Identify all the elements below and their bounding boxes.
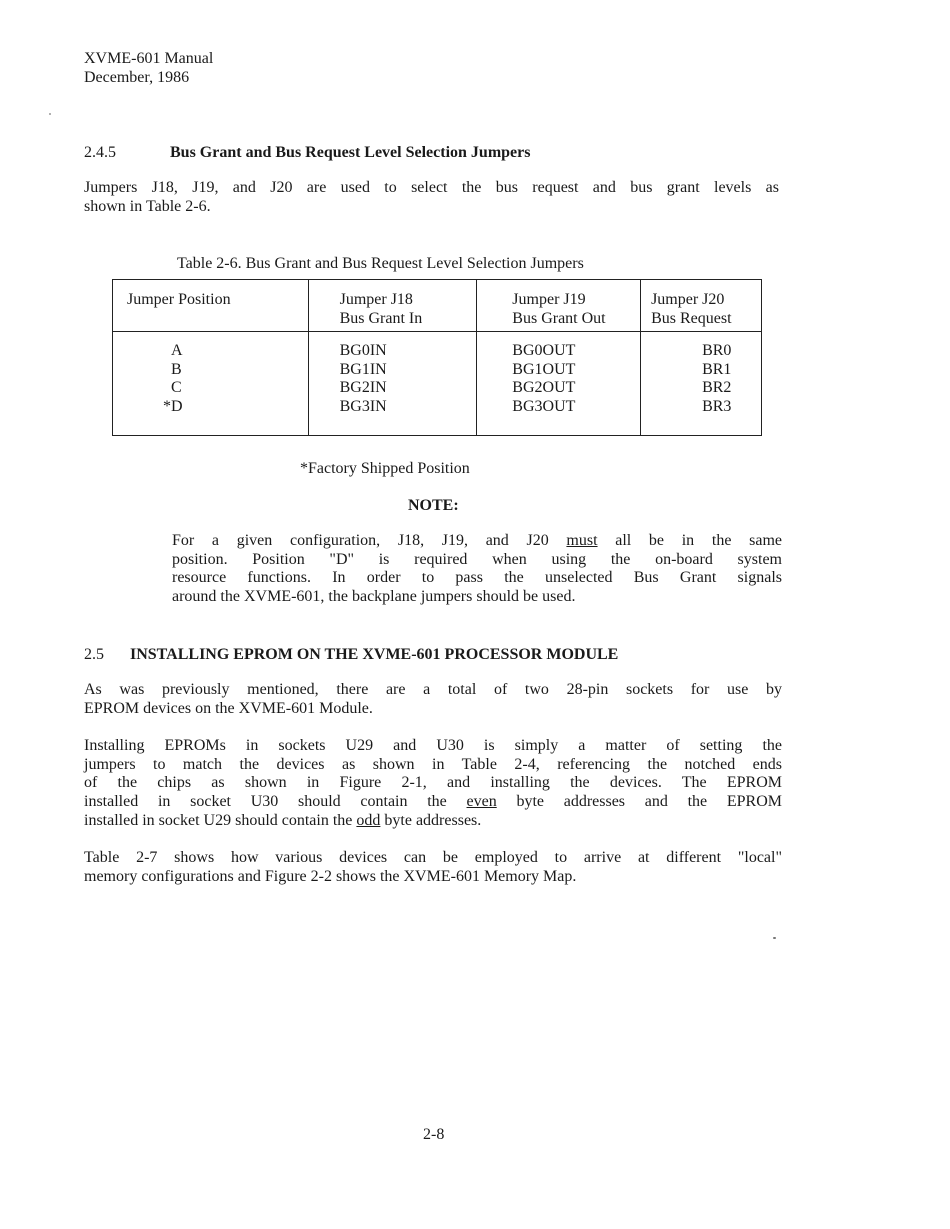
paragraph-line: position. Position "D" is required when using the on-board system: [172, 550, 782, 568]
paragraph-line: jumpers to match the devices as shown in Table 2-4, referencing the notched ends: [84, 755, 782, 773]
table-cell: *D: [163, 398, 183, 416]
table-cell: BG2IN: [339, 379, 387, 397]
column-j20: [641, 332, 762, 436]
table-cell: BR1: [702, 360, 732, 378]
table-cell: BG0IN: [339, 342, 387, 359]
paragraph-line: shown in Table 2-6.: [84, 197, 211, 215]
paragraph-line: [172, 532, 782, 551]
table-cell: BG0OUT: [512, 342, 576, 359]
header-jumper-position: [113, 280, 309, 332]
note-text: all be in the same: [597, 532, 782, 549]
paragraph-text: installed in socket U29 should contain the: [84, 811, 357, 829]
table-body-row: [113, 332, 762, 436]
header-jumper-j18: [308, 280, 477, 332]
table-cell: B: [171, 360, 182, 378]
note-text: For a given configuration, J18, J19, and J20: [172, 532, 567, 549]
running-header: [84, 49, 213, 87]
table-cell: BR0: [702, 342, 732, 359]
memory-config-paragraph: [84, 849, 782, 886]
emphasis-even: even: [466, 793, 497, 811]
table-cell: A: [171, 342, 183, 359]
page-number: 2-8: [423, 1126, 445, 1143]
emphasis-must: must: [566, 532, 598, 549]
header-subtext: Bus Grant Out: [512, 310, 606, 327]
intro-paragraph: [84, 179, 779, 216]
paragraph-line: [84, 793, 782, 812]
header-subtext: Bus Request: [651, 310, 732, 327]
header-text: Jumper J18: [339, 291, 413, 308]
jumper-table: [112, 279, 762, 436]
paragraph-line: around the XVME-601, the backplane jumpers should be used.: [172, 588, 576, 606]
table-footnote: *Factory Shipped Position: [300, 460, 470, 477]
header-jumper-j20: [641, 280, 762, 332]
paragraph-line: [84, 812, 782, 831]
paragraph-text: byte addresses and the EPROM: [496, 793, 782, 811]
table-cell: BG1IN: [339, 360, 387, 378]
paragraph-line: EPROM devices on the XVME-601 Module.: [84, 699, 373, 717]
paragraph-line: Jumpers J18, J19, and J20 are used to select the bus request and bus grant levels as: [84, 179, 779, 196]
table-cell: BG3IN: [339, 398, 387, 416]
header-text: Jumper Position: [127, 291, 231, 308]
paragraph-line: As was previously mentioned, there are a total of two 28-pin sockets for use by: [84, 681, 782, 698]
scan-speck: [49, 113, 51, 115]
column-position: [113, 332, 309, 436]
section-number: 2.5: [84, 646, 104, 663]
manual-date: December, 1986: [84, 69, 190, 86]
section-title: INSTALLING EPROM ON THE XVME-601 PROCESSOR MODULE: [130, 646, 619, 663]
table-cell: C: [171, 379, 182, 397]
table-caption: Table 2-6. Bus Grant and Bus Request Level Selection Jumpers: [177, 255, 584, 272]
table-header-row: [113, 280, 762, 332]
note-heading: NOTE:: [408, 497, 459, 514]
table-cell: BR2: [702, 379, 732, 397]
section-number: 2.4.5: [84, 144, 116, 161]
table-cell: BG3OUT: [512, 398, 576, 416]
table-cell: BR3: [702, 398, 732, 416]
paragraph-line: resource functions. In order to pass the unselected Bus Grant signals: [172, 569, 782, 587]
column-j18: [308, 332, 477, 436]
eprom-intro-paragraph: [84, 681, 782, 718]
column-j19: [477, 332, 641, 436]
header-jumper-j19: [477, 280, 641, 332]
paragraph-text: byte addresses.: [380, 811, 482, 829]
paragraph-line: Installing EPROMs in sockets U29 and U30 is simply a matter of setting the: [84, 737, 782, 754]
table-cell: BG2OUT: [512, 379, 576, 397]
paragraph-line: Table 2-7 shows how various devices can be employed to arrive at different "local": [84, 849, 782, 866]
paragraph-line: memory configurations and Figure 2-2 shows the XVME-601 Memory Map.: [84, 867, 577, 885]
header-text: Jumper J20: [651, 291, 725, 308]
manual-title: XVME-601 Manual: [84, 50, 214, 67]
eprom-install-paragraph: [84, 737, 782, 831]
note-paragraph: [172, 532, 782, 607]
section-title: Bus Grant and Bus Request Level Selection Jumpers: [170, 144, 531, 161]
emphasis-odd: odd: [356, 811, 381, 829]
paragraph-line: of the chips as shown in Figure 2-1, and installing the devices. The EPROM: [84, 774, 782, 792]
header-text: Jumper J19: [512, 291, 586, 308]
scan-speck: [773, 937, 776, 939]
table-cell: BG1OUT: [512, 360, 576, 378]
header-subtext: Bus Grant In: [339, 310, 423, 327]
paragraph-text: installed in socket U30 should contain the: [84, 793, 467, 811]
